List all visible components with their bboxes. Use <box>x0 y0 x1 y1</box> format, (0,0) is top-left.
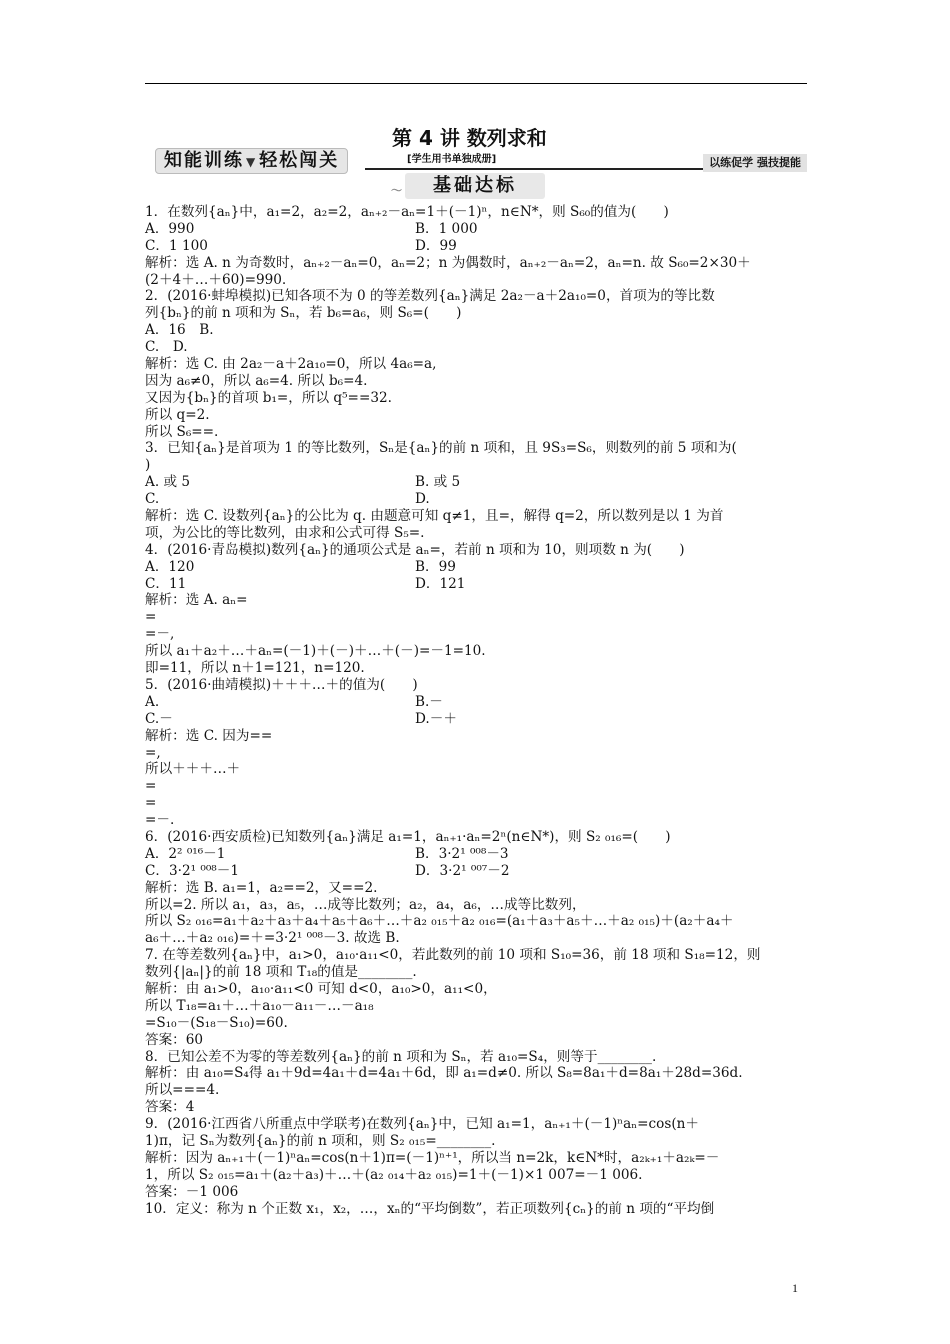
text-line: 解析：选 A. n 为奇数时，aₙ₊₂－aₙ=0，aₙ=2；n 为偶数时，aₙ₊₂－aₙ=2，aₙ=n. 故 S₆₀=2×30＋ <box>145 254 751 271</box>
triangle-down-icon: ▼ <box>246 155 258 169</box>
text-line: = <box>145 795 157 812</box>
lesson-subtitle: [学生用书单独成册] <box>407 154 497 165</box>
text-line: 答案：60 <box>145 1031 204 1048</box>
option-row <box>145 474 810 491</box>
text-line: 解析：选 A. aₙ= <box>145 592 248 609</box>
text-line: 解析：选 C. 设数列{aₙ}的公比为 q. 由题意可知 q≠1，且=，解得 q=2，所以数列是以 1 为首 <box>145 508 724 525</box>
text-line: 又因为{bₙ}的首项 b₁=，所以 q⁵==32. <box>145 389 392 406</box>
text-line: 所以 S₆==. <box>145 423 219 440</box>
option-text: C．11 <box>145 575 187 592</box>
option-text: D. <box>415 491 430 508</box>
text-line: 因为 a₆≠0，所以 a₆=4. 所以 b₆=4. <box>145 372 368 389</box>
option-text: A. <box>145 693 160 710</box>
option-row <box>145 491 810 508</box>
text-line: 8．已知公差不为零的等差数列{aₙ}的前 n 项和为 Sₙ，若 a₁₀=S₄，则等于________. <box>145 1048 657 1065</box>
text-line: 解析：选 C. 由 2a₂－a＋2a₁₀=0，所以 4a₆=a, <box>145 356 437 373</box>
decoration-icon: 〜 <box>391 184 402 197</box>
text-line: 所以=2. 所以 a₁，a₃，a₅，…成等比数列；a₂，a₄，a₆，…成等比数列， <box>145 896 586 913</box>
text-line: =－, <box>145 626 175 643</box>
lesson-banner <box>145 120 807 180</box>
section-heading-text: 基础达标 <box>433 175 517 196</box>
tab-right-text: 轻松闯关 <box>259 150 340 171</box>
text-line: 5．(2016·曲靖模拟)＋＋＋…＋的值为( ) <box>145 676 418 693</box>
text-line: 所以 T₁₈=a₁＋…＋a₁₀－a₁₁－…－a₁₈ <box>145 997 374 1014</box>
text-line: 9．(2016·江西省八所重点中学联考)在数列{aₙ}中，已知 a₁=1，aₙ₊₁＋(－1)ⁿaₙ=cos(n＋ <box>145 1116 699 1133</box>
option-text: A. 或 5 <box>145 474 191 491</box>
option-text: A．2² ⁰¹⁶－1 <box>145 845 226 862</box>
banner-tab <box>155 148 348 174</box>
option-row <box>145 694 810 711</box>
option-row <box>145 559 810 576</box>
option-text: C．3·2¹ ⁰⁰⁸－1 <box>145 862 239 879</box>
text-line: 4．(2016·青岛模拟)数列{aₙ}的通项公式是 aₙ=，若前 n 项和为 10，则项数 n 为( ) <box>145 541 685 558</box>
text-line: =－. <box>145 812 175 829</box>
option-text: B. 或 5 <box>415 474 461 491</box>
option-text: B.－ <box>415 693 443 710</box>
text-line: 解析：由 a₁₀=S₄得 a₁＋9d=4a₁＋d=4a₁＋6d，即 a₁=d≠0. 所以 S₈=8a₁＋d=8a₁＋28d=36d. <box>145 1065 743 1082</box>
text-line: 所以 a₁＋a₂＋…＋aₙ=(－1)＋(－)＋…＋(－)=－1=10. <box>145 643 486 660</box>
option-text: B．3·2¹ ⁰⁰⁸－3 <box>415 845 509 862</box>
option-text: D.－＋ <box>415 710 457 727</box>
banner-right-tag: 以练促学 强技提能 <box>703 154 807 172</box>
option-text: B．1 000 <box>415 220 478 237</box>
text-line: C. D. <box>145 339 188 356</box>
page-number: 1 <box>792 1281 798 1295</box>
option-row <box>145 846 810 863</box>
text-line: 解析：因为 aₙ₊₁＋(－1)ⁿaₙ=cos(n＋1)π=(－1)ⁿ⁺¹，所以当 n=2k，k∈N*时，a₂ₖ₊₁＋a₂ₖ=－ <box>145 1149 720 1166</box>
text-line: 即=11，所以 n＋1=121，n=120. <box>145 660 365 677</box>
text-line: 1，所以 S₂ ₀₁₅=a₁＋(a₂＋a₃)＋…＋(a₂ ₀₁₄＋a₂ ₀₁₅)=1＋(－1)×1 007=－1 006. <box>145 1166 643 1183</box>
text-line: 答案：－1 006 <box>145 1183 239 1200</box>
option-text: C. <box>145 491 160 508</box>
text-line: 1)π，记 Sₙ为数列{aₙ}的前 n 项和，则 S₂ ₀₁₅=________. <box>145 1132 496 1149</box>
text-line: = <box>145 609 157 626</box>
text-line: =, <box>145 744 161 761</box>
text-line: ) <box>145 457 151 474</box>
section-heading <box>391 173 545 199</box>
option-text: D．99 <box>415 237 457 254</box>
text-line: 6．(2016·西安质检)已知数列{aₙ}满足 a₁=1，aₙ₊₁·aₙ=2ⁿ(n∈N*)，则 S₂ ₀₁₆=( ) <box>145 828 671 845</box>
text-line: 数列{|aₙ|}的前 18 项和 T₁₈的值是________. <box>145 964 417 981</box>
text-line: (2＋4＋…＋60)=990. <box>145 271 287 288</box>
problem-list <box>145 204 810 1217</box>
text-line: 解析：选 C. 因为== <box>145 727 273 744</box>
text-line: 3．已知{aₙ}是首项为 1 的等比数列，Sₙ是{aₙ}的前 n 项和，且 9S₃=S₆，则数列的前 5 项和为( <box>145 440 737 457</box>
option-text: A．120 <box>145 558 195 575</box>
text-line: a₆＋…＋a₂ ₀₁₆)=＋=3·2¹ ⁰⁰⁸－3. 故选 B. <box>145 930 400 947</box>
option-text: A．990 <box>145 220 195 237</box>
option-text: B．99 <box>415 558 456 575</box>
text-line: 项，为公比的等比数列，由求和公式可得 S₅=. <box>145 524 425 541</box>
text-line: 2．(2016·蚌埠模拟)已知各项不为 0 的等差数列{aₙ}满足 2a₂－a＋2a₁₀=0，首项为的等比数 <box>145 288 715 305</box>
option-row <box>145 221 810 238</box>
text-line: 所以＋＋＋…＋ <box>145 761 241 778</box>
option-text: D．3·2¹ ⁰⁰⁷－2 <box>415 862 510 879</box>
option-row <box>145 238 810 255</box>
option-row <box>145 863 810 880</box>
top-rule <box>145 83 807 84</box>
option-row <box>145 711 810 728</box>
text-line: 7. 在等差数列{aₙ}中，a₁>0，a₁₀·a₁₁<0，若此数列的前 10 项和 S₁₀=36，前 18 项和 S₁₈=12，则 <box>145 947 761 964</box>
text-line: = <box>145 778 157 795</box>
text-line: 解析：由 a₁>0，a₁₀·a₁₁<0 可知 d<0，a₁₀>0，a₁₁<0， <box>145 980 497 997</box>
option-text: D．121 <box>415 575 466 592</box>
option-row <box>145 576 810 593</box>
text-line: 所以 S₂ ₀₁₆=a₁＋a₂＋a₃＋a₄＋a₅＋a₆＋…＋a₂ ₀₁₅＋a₂ ₀₁₆=(a₁＋a₃＋a₅＋…＋a₂ ₀₁₅)＋(a₂＋a₄＋ <box>145 913 734 930</box>
text-line: =S₁₀－(S₁₈－S₁₀)=60. <box>145 1014 288 1031</box>
text-line: 列{bₙ}的前 n 项和为 Sₙ，若 b₆=a₆，则 S₆=( ) <box>145 305 462 322</box>
option-text: C．1 100 <box>145 237 208 254</box>
text-line: A．16 B. <box>145 322 214 339</box>
text-line: 所以 q=2. <box>145 406 210 423</box>
text-line: 所以===4. <box>145 1082 220 1099</box>
option-text: C.－ <box>145 710 173 727</box>
text-line: 10．定义：称为 n 个正数 x₁，x₂，…，xₙ的“平均倒数”，若正项数列{cₙ}的前 n 项的“平均倒 <box>145 1200 715 1217</box>
lesson-title: 第 4 讲 数列求和 <box>392 126 547 150</box>
text-line: 1．在数列{aₙ}中，a₁=2，a₂=2，aₙ₊₂－aₙ=1＋(－1)ⁿ，n∈N*，则 S₆₀的值为( ) <box>145 204 669 220</box>
text-line: 答案：4 <box>145 1099 195 1116</box>
tab-left-text: 知能训练 <box>164 150 244 171</box>
text-line: 解析：选 B. a₁=1，a₂==2，又==2. <box>145 879 378 896</box>
